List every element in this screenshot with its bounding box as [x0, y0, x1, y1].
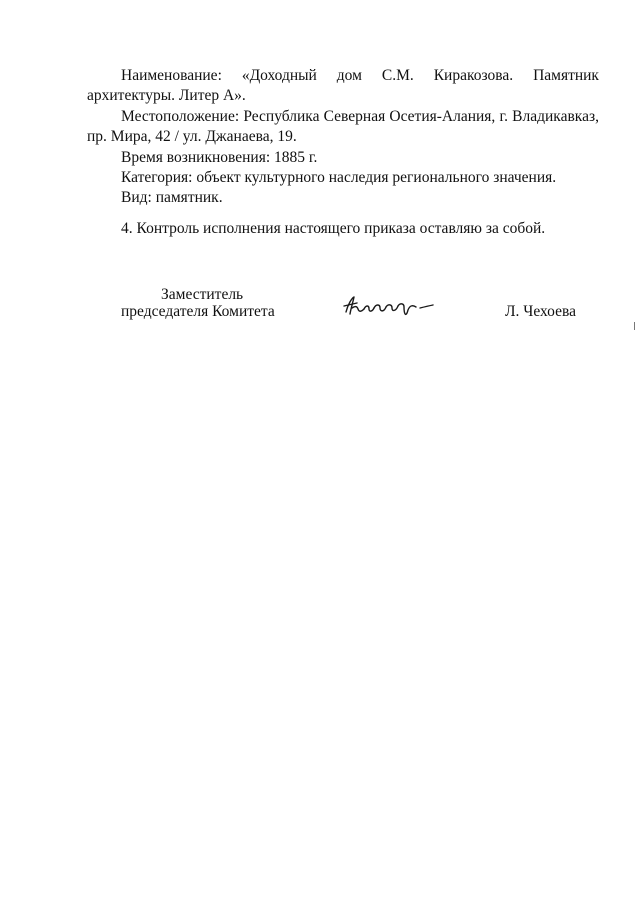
signatory-title-line-2: председателя Комитета	[121, 303, 275, 320]
handwritten-signature	[340, 290, 440, 324]
location-line	[121, 107, 599, 127]
category-line: Категория: объект культурного наследия регионального значения.	[121, 169, 557, 186]
location-word: г.	[499, 108, 508, 125]
name-line	[121, 66, 599, 86]
location-word: Республика	[243, 108, 320, 125]
location-line-continuation: пр. Мира, 42 / ул. Джанаева, 19.	[87, 128, 297, 145]
scan-edge-mark	[634, 322, 635, 330]
type-line: Вид: памятник.	[121, 189, 223, 206]
date-line: Время возникновения: 1885 г.	[121, 149, 318, 166]
name-word: дом	[336, 67, 362, 84]
name-word: «Доходный	[241, 67, 317, 84]
name-word: Наименование:	[121, 67, 222, 84]
signatory-title-line-1: Заместитель	[161, 286, 244, 303]
order-clause: 4. Контроль исполнения настоящего приказа оставляю за собой.	[121, 220, 546, 237]
name-word: Киракозова.	[433, 67, 514, 84]
location-word: Местоположение:	[121, 108, 240, 125]
signatory-name: Л. Чехоева	[505, 303, 576, 320]
name-word: С.М.	[381, 67, 414, 84]
name-word: Памятник	[533, 67, 599, 84]
location-word: Владикавказ,	[512, 108, 599, 125]
name-line-continuation: архитектуры. Литер А».	[87, 87, 246, 104]
location-word: Осетия-Алания,	[389, 108, 496, 125]
location-word: Северная	[323, 108, 386, 125]
